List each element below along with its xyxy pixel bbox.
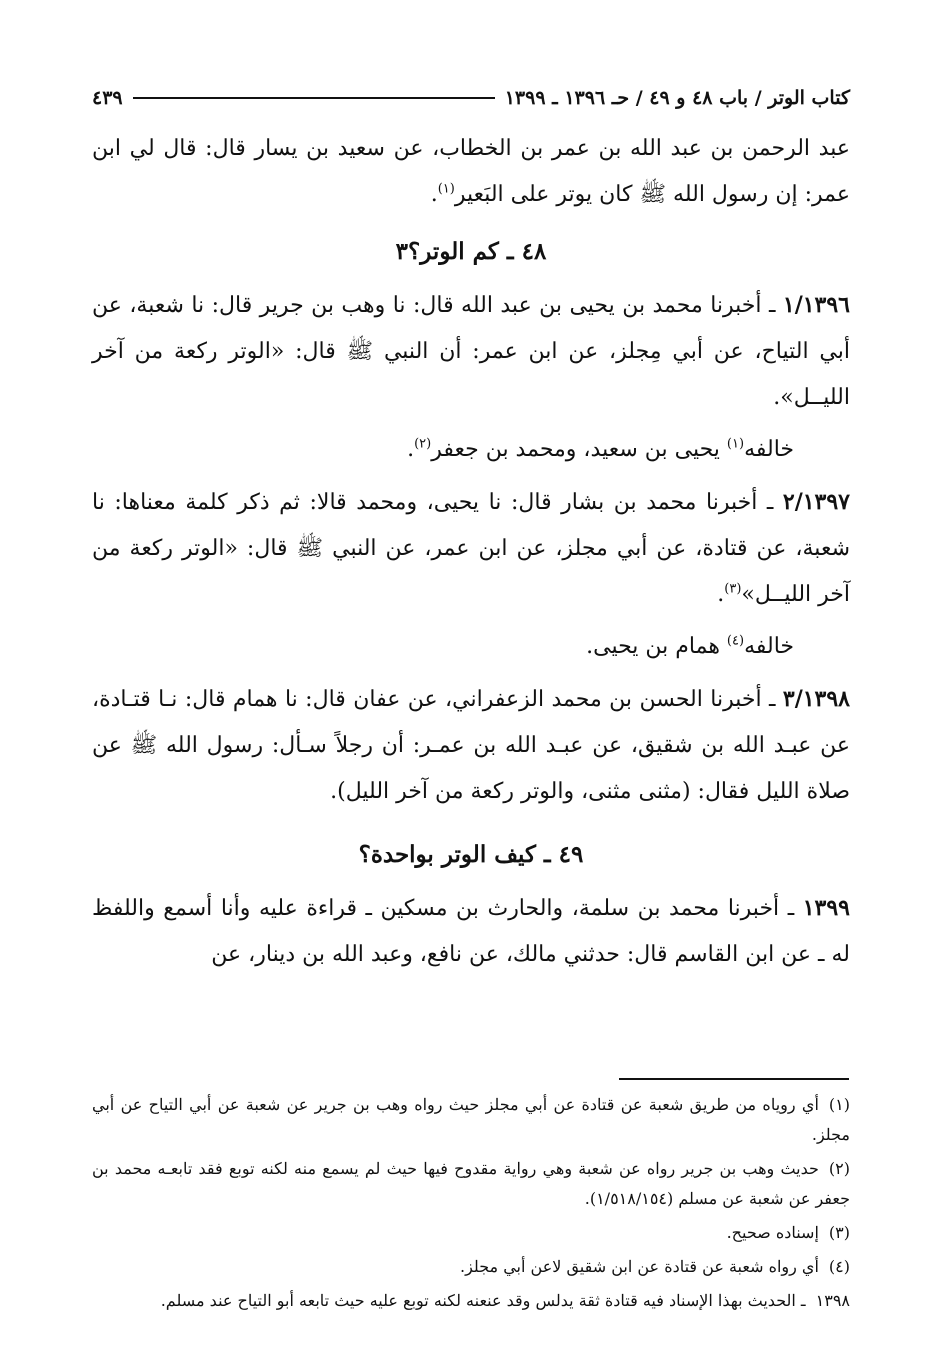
footnote-number: (٣) (828, 1223, 850, 1242)
header-title: كتاب الوتر / باب ٤٨ و ٤٩ / حـ ١٣٩٦ ـ ١٣٩٩ (504, 87, 850, 109)
note-text: يحيى بن سعيد، ومحمد بن جعفر (431, 437, 727, 462)
footnote-hadith-1398 (92, 1286, 850, 1316)
hadith-1397 (92, 479, 850, 618)
footnote-ref: (٣) (724, 581, 742, 597)
footnote-text: أي رواه شعبة عن قتادة عن ابن شقيق لاعن أبي مجلز. (460, 1257, 819, 1276)
note-text: همام بن يحيى. (586, 634, 727, 659)
note-text: خالفه (744, 634, 794, 659)
hadith-1396 (92, 282, 850, 421)
footnote-number: (١) (828, 1095, 850, 1114)
chapter-heading-49: ٤٩ ـ كيف الوتر بواحدة؟ (358, 841, 584, 868)
hadith-number: ١/١٣٩٦ (782, 292, 850, 318)
hadith-text: ـ أخبرنا الحسن بن محمد الزعفراني، عن عفان قال: نا همام قال: نـا قتـادة، عن عبـد الله بن شقيق، عن عبـد الله بن عمـر: أن رجلاً سـأل: رسول الله ﷺ عن صلاة الليل فقال: (مثنى مثنى، والوتر ركعة من آخر الليل). (92, 687, 850, 804)
hadith-number: ٢/١٣٩٧ (782, 489, 850, 515)
hadith-number: ١٣٩٩ (802, 895, 850, 921)
punctuation: . (407, 437, 415, 462)
page-number: ٤٣٩ (92, 87, 123, 109)
footnote-ref: (١) (437, 181, 455, 197)
running-header (92, 80, 850, 116)
footnote-text: إسناده صحيح. (726, 1223, 819, 1242)
hadith-text: ـ أخبرنا محمد بن بشار قال: نا يحيى، ومحمد قالا: ثم ذكر كلمة معناها: نا شعبة، عن قتادة، عن أبي مجلز، عن ابن عمر، عن النبي ﷺ قال: «الوتر ركعة من آخر الليــل» (92, 490, 850, 607)
footnote-3 (92, 1218, 850, 1248)
hadith-text: ـ أخبرنا محمد بن سلمة، والحارث بن مسكين ـ قراءة عليه وأنا أسمع واللفظ له ـ عن ابن القاسم قال: حدثني مالك، عن نافع، وعبد الله بن دينار، عن (92, 896, 850, 967)
punctuation: . (430, 182, 438, 207)
khalafa-note-2 (92, 624, 850, 670)
footnote-number: ١٣٩٨ (815, 1291, 850, 1310)
footnote-2 (92, 1154, 850, 1214)
footnote-number: (٢) (828, 1159, 850, 1178)
hadith-1399 (92, 885, 850, 978)
khalafa-note-1 (92, 427, 850, 473)
footnote-separator (619, 1078, 849, 1080)
footnote-1 (92, 1090, 850, 1150)
footnote-ref: (٢) (414, 436, 432, 452)
paragraph-text: عبد الرحمن بن عبد الله بن عمر بن الخطاب، عن سعيد بن يسار قال: قال لي ابن عمر: إن رسول الله ﷺ كان يوتر على البَعير (92, 136, 850, 207)
footnote-text: حديث وهب بن جرير رواه عن شعبة وهي رواية مقدوح فيها حيث لم يسمع منه لكنه توبع فقد تابعـه محمد بن جعفر عن شعبة عن مسلم (١/٥١٨/١٥٤). (92, 1159, 850, 1208)
hadith-text: ـ أخبرنا محمد بن يحيى بن عبد الله قال: نا وهب بن جرير قال: نا شعبة، عن أبي التياح، عن أبي مِجلز، عن ابن عمر: أن النبي ﷺ قال: «الوتر ركعة من آخر الليــل». (92, 293, 850, 410)
footnote-text: ـ الحديث بهذا الإسناد فيه قتادة ثقة يدلس وقد عنعنه لكنه توبع عليه حيث تابعه أبو التياح عند مسلم. (160, 1291, 806, 1310)
footnote-ref: (١) (726, 436, 745, 452)
note-text: خالفه (744, 437, 794, 462)
hadith-1398 (92, 676, 850, 815)
footnote-ref: (٤) (726, 633, 745, 649)
paragraph-continuation (92, 126, 850, 218)
footnotes (92, 1090, 850, 1320)
chapter-heading-48: ٤٨ ـ كم الوتر؟٣ (395, 238, 547, 265)
header-rule (133, 97, 495, 99)
footnote-4 (92, 1252, 850, 1282)
punctuation: . (717, 582, 725, 607)
footnote-number: (٤) (828, 1257, 850, 1276)
footnote-text: أي روياه من طريق شعبة عن قتادة عن أبي مجلز حيث رواه وهب بن جرير عن شعبة عن أبي التياح عن أبي مجلز. (92, 1095, 850, 1144)
hadith-number: ٣/١٣٩٨ (782, 686, 850, 712)
page-body (92, 80, 850, 978)
